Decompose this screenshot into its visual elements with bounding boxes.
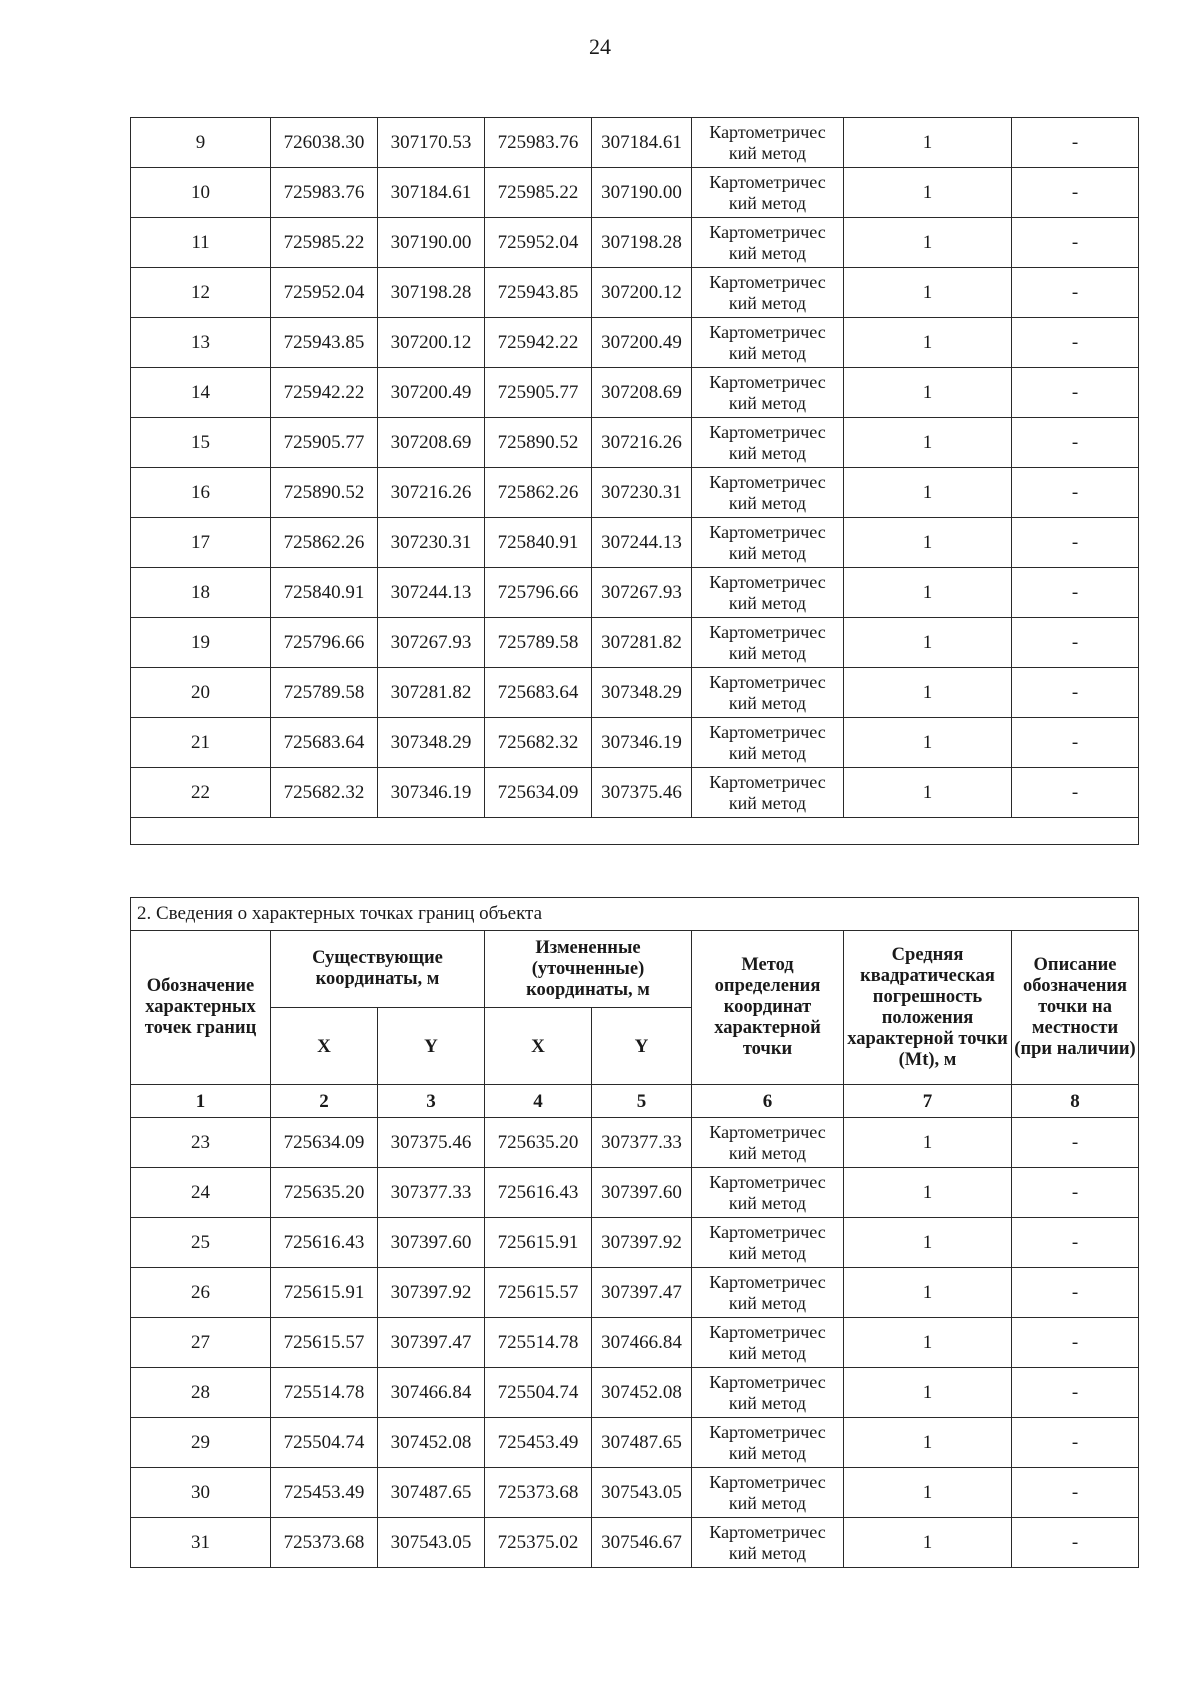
- existing-y-cell: 307452.08: [378, 1418, 485, 1468]
- method-text-line2: кий метод: [728, 1192, 807, 1213]
- empty-row: [131, 818, 1139, 845]
- point-designation-cell: 27: [131, 1318, 271, 1368]
- method-cell: [692, 1218, 844, 1268]
- header-existing-x: X: [271, 1008, 378, 1085]
- method-text-line2: кий метод: [728, 1492, 807, 1513]
- table-row: [131, 118, 1139, 168]
- column-number: 2: [271, 1085, 378, 1118]
- method-text-line1: Картометричес: [709, 1321, 826, 1342]
- changed-y-cell: 307216.26: [592, 418, 692, 468]
- existing-y-cell: 307397.92: [378, 1268, 485, 1318]
- method-text-line2: кий метод: [728, 192, 807, 213]
- method-text-line2: кий метод: [728, 492, 807, 513]
- method-text-line2: кий метод: [728, 292, 807, 313]
- column-number: 5: [592, 1085, 692, 1118]
- changed-x-cell: 725616.43: [485, 1168, 592, 1218]
- method-cell: [692, 1118, 844, 1168]
- existing-x-cell: 725796.66: [271, 618, 378, 668]
- existing-x-cell: 725683.64: [271, 718, 378, 768]
- bottom-table-body: [131, 1118, 1139, 1568]
- mt-cell: 1: [844, 1268, 1012, 1318]
- method-text-line1: Картометричес: [709, 371, 826, 392]
- changed-y-cell: 307397.92: [592, 1218, 692, 1268]
- mt-cell: 1: [844, 1168, 1012, 1218]
- point-designation-cell: 19: [131, 618, 271, 668]
- changed-y-cell: 307452.08: [592, 1368, 692, 1418]
- existing-x-cell: 725615.91: [271, 1268, 378, 1318]
- changed-y-cell: 307375.46: [592, 768, 692, 818]
- changed-x-cell: 725683.64: [485, 668, 592, 718]
- existing-x-cell: 725985.22: [271, 218, 378, 268]
- changed-x-cell: 725615.91: [485, 1218, 592, 1268]
- point-designation-cell: 14: [131, 368, 271, 418]
- existing-y-cell: 307348.29: [378, 718, 485, 768]
- method-cell: [692, 168, 844, 218]
- existing-y-cell: 307543.05: [378, 1518, 485, 1568]
- changed-x-cell: 725453.49: [485, 1418, 592, 1468]
- method-text-line2: кий метод: [728, 142, 807, 163]
- existing-y-cell: 307190.00: [378, 218, 485, 268]
- method-text-line2: кий метод: [728, 692, 807, 713]
- method-text-line2: кий метод: [728, 442, 807, 463]
- existing-x-cell: 725514.78: [271, 1368, 378, 1418]
- description-cell: -: [1012, 1418, 1139, 1468]
- point-designation-cell: 20: [131, 668, 271, 718]
- mt-cell: 1: [844, 1218, 1012, 1268]
- mt-cell: 1: [844, 1318, 1012, 1368]
- changed-y-cell: 307487.65: [592, 1418, 692, 1468]
- method-cell: [692, 668, 844, 718]
- existing-y-cell: 307397.47: [378, 1318, 485, 1368]
- existing-y-cell: 307281.82: [378, 668, 485, 718]
- table-row: [131, 1318, 1139, 1368]
- method-text-line2: кий метод: [728, 342, 807, 363]
- changed-x-cell: 725890.52: [485, 418, 592, 468]
- changed-x-cell: 725634.09: [485, 768, 592, 818]
- method-cell: [692, 468, 844, 518]
- existing-y-cell: 307200.12: [378, 318, 485, 368]
- existing-x-cell: 725682.32: [271, 768, 378, 818]
- description-cell: -: [1012, 668, 1139, 718]
- changed-x-cell: 725905.77: [485, 368, 592, 418]
- existing-y-cell: 307267.93: [378, 618, 485, 668]
- method-cell: [692, 768, 844, 818]
- method-text-line1: Картометричес: [709, 671, 826, 692]
- method-cell: [692, 268, 844, 318]
- method-cell: [692, 1268, 844, 1318]
- existing-x-cell: 725862.26: [271, 518, 378, 568]
- mt-cell: 1: [844, 268, 1012, 318]
- boundary-points-table: [130, 897, 1139, 1568]
- mt-cell: 1: [844, 568, 1012, 618]
- changed-x-cell: 725952.04: [485, 218, 592, 268]
- description-cell: -: [1012, 1268, 1139, 1318]
- changed-y-cell: 307184.61: [592, 118, 692, 168]
- description-cell: -: [1012, 718, 1139, 768]
- header-description: Описание обозначения точки на местности (при наличии): [1012, 931, 1139, 1085]
- table-row: [131, 1368, 1139, 1418]
- description-cell: -: [1012, 768, 1139, 818]
- method-text-line1: Картометричес: [709, 1421, 826, 1442]
- empty-cell: [131, 818, 1139, 845]
- method-text-line2: кий метод: [728, 792, 807, 813]
- mt-cell: 1: [844, 718, 1012, 768]
- description-cell: -: [1012, 1368, 1139, 1418]
- table-row: [131, 218, 1139, 268]
- table-row: [131, 268, 1139, 318]
- changed-y-cell: 307230.31: [592, 468, 692, 518]
- existing-x-cell: 725983.76: [271, 168, 378, 218]
- changed-y-cell: 307200.49: [592, 318, 692, 368]
- existing-x-cell: 725453.49: [271, 1468, 378, 1518]
- description-cell: -: [1012, 618, 1139, 668]
- changed-x-cell: 725373.68: [485, 1468, 592, 1518]
- method-text-line1: Картометричес: [709, 121, 826, 142]
- method-cell: [692, 1418, 844, 1468]
- existing-y-cell: 307198.28: [378, 268, 485, 318]
- column-number: 6: [692, 1085, 844, 1118]
- header-designation: Обозначение характерных точек границ: [131, 931, 271, 1085]
- changed-x-cell: 725942.22: [485, 318, 592, 368]
- existing-y-cell: 307377.33: [378, 1168, 485, 1218]
- existing-y-cell: 307170.53: [378, 118, 485, 168]
- method-text-line1: Картометричес: [709, 421, 826, 442]
- method-text-line2: кий метод: [728, 742, 807, 763]
- changed-x-cell: 725943.85: [485, 268, 592, 318]
- changed-x-cell: 725615.57: [485, 1268, 592, 1318]
- point-designation-cell: 13: [131, 318, 271, 368]
- method-text-line1: Картометричес: [709, 221, 826, 242]
- method-text-line2: кий метод: [728, 1442, 807, 1463]
- table-row: [131, 1468, 1139, 1518]
- existing-x-cell: 725943.85: [271, 318, 378, 368]
- header-existing-coordinates: Существующие координаты, м: [271, 931, 485, 1008]
- point-designation-cell: 23: [131, 1118, 271, 1168]
- mt-cell: 1: [844, 518, 1012, 568]
- mt-cell: 1: [844, 368, 1012, 418]
- method-text-line1: Картометричес: [709, 771, 826, 792]
- point-designation-cell: 17: [131, 518, 271, 568]
- point-designation-cell: 21: [131, 718, 271, 768]
- existing-x-cell: 725635.20: [271, 1168, 378, 1218]
- changed-x-cell: 725635.20: [485, 1118, 592, 1168]
- table-row: [131, 368, 1139, 418]
- table-row: [131, 318, 1139, 368]
- changed-y-cell: 307190.00: [592, 168, 692, 218]
- method-cell: [692, 1518, 844, 1568]
- page-number: 24: [589, 34, 611, 59]
- method-text-line2: кий метод: [728, 1142, 807, 1163]
- mt-cell: 1: [844, 1118, 1012, 1168]
- description-cell: -: [1012, 268, 1139, 318]
- method-cell: [692, 1368, 844, 1418]
- existing-y-cell: 307397.60: [378, 1218, 485, 1268]
- existing-x-cell: 725789.58: [271, 668, 378, 718]
- description-cell: -: [1012, 1218, 1139, 1268]
- changed-y-cell: 307466.84: [592, 1318, 692, 1368]
- mt-cell: 1: [844, 168, 1012, 218]
- mt-cell: 1: [844, 618, 1012, 668]
- mt-cell: 1: [844, 668, 1012, 718]
- changed-y-cell: 307267.93: [592, 568, 692, 618]
- method-text-line1: Картометричес: [709, 1471, 826, 1492]
- table-row: [131, 1418, 1139, 1468]
- point-designation-cell: 30: [131, 1468, 271, 1518]
- method-text-line1: Картометричес: [709, 471, 826, 492]
- method-cell: [692, 368, 844, 418]
- description-cell: -: [1012, 468, 1139, 518]
- column-numbers-row: [131, 1085, 1139, 1118]
- method-text-line1: Картометричес: [709, 621, 826, 642]
- existing-y-cell: 307375.46: [378, 1118, 485, 1168]
- changed-x-cell: 725796.66: [485, 568, 592, 618]
- table-row: [131, 618, 1139, 668]
- header-changed-coordinates: Измененные (уточненные) координаты, м: [485, 931, 692, 1008]
- mt-cell: 1: [844, 1368, 1012, 1418]
- changed-y-cell: 307208.69: [592, 368, 692, 418]
- header-method: Метод определения координат характерной точки: [692, 931, 844, 1085]
- method-cell: [692, 568, 844, 618]
- point-designation-cell: 24: [131, 1168, 271, 1218]
- header-changed-y: Y: [592, 1008, 692, 1085]
- method-cell: [692, 1318, 844, 1368]
- point-designation-cell: 18: [131, 568, 271, 618]
- method-cell: [692, 1468, 844, 1518]
- section-title: 2. Сведения о характерных точках границ объекта: [131, 898, 1139, 931]
- changed-x-cell: 725840.91: [485, 518, 592, 568]
- description-cell: -: [1012, 318, 1139, 368]
- description-cell: -: [1012, 368, 1139, 418]
- description-cell: -: [1012, 1468, 1139, 1518]
- description-cell: -: [1012, 168, 1139, 218]
- point-designation-cell: 11: [131, 218, 271, 268]
- boundary-points-table-continued: [130, 117, 1139, 845]
- table-row: [131, 518, 1139, 568]
- method-text-line2: кий метод: [728, 1342, 807, 1363]
- description-cell: -: [1012, 1168, 1139, 1218]
- changed-y-cell: 307397.47: [592, 1268, 692, 1318]
- point-designation-cell: 9: [131, 118, 271, 168]
- mt-cell: 1: [844, 468, 1012, 518]
- method-text-line1: Картометричес: [709, 1171, 826, 1192]
- changed-x-cell: 725862.26: [485, 468, 592, 518]
- existing-x-cell: 726038.30: [271, 118, 378, 168]
- method-text-line2: кий метод: [728, 1292, 807, 1313]
- changed-y-cell: 307397.60: [592, 1168, 692, 1218]
- method-cell: [692, 418, 844, 468]
- changed-x-cell: 725375.02: [485, 1518, 592, 1568]
- column-number: 7: [844, 1085, 1012, 1118]
- mt-cell: 1: [844, 118, 1012, 168]
- method-text-line2: кий метод: [728, 592, 807, 613]
- method-cell: [692, 718, 844, 768]
- table-row: [131, 718, 1139, 768]
- description-cell: -: [1012, 1518, 1139, 1568]
- table-row: [131, 568, 1139, 618]
- method-text-line2: кий метод: [728, 392, 807, 413]
- existing-x-cell: 725952.04: [271, 268, 378, 318]
- method-text-line1: Картометричес: [709, 1221, 826, 1242]
- method-text-line1: Картометричес: [709, 721, 826, 742]
- changed-x-cell: 725504.74: [485, 1368, 592, 1418]
- description-cell: -: [1012, 518, 1139, 568]
- existing-y-cell: 307184.61: [378, 168, 485, 218]
- point-designation-cell: 26: [131, 1268, 271, 1318]
- changed-y-cell: 307200.12: [592, 268, 692, 318]
- changed-y-cell: 307198.28: [592, 218, 692, 268]
- column-number: 8: [1012, 1085, 1139, 1118]
- method-text-line2: кий метод: [728, 1392, 807, 1413]
- method-text-line1: Картометричес: [709, 1521, 826, 1542]
- description-cell: -: [1012, 1318, 1139, 1368]
- method-text-line1: Картометричес: [709, 321, 826, 342]
- table-row: [131, 1268, 1139, 1318]
- point-designation-cell: 10: [131, 168, 271, 218]
- existing-x-cell: 725890.52: [271, 468, 378, 518]
- mt-cell: 1: [844, 318, 1012, 368]
- changed-y-cell: 307244.13: [592, 518, 692, 568]
- method-text-line1: Картометричес: [709, 1371, 826, 1392]
- existing-x-cell: 725616.43: [271, 1218, 378, 1268]
- changed-y-cell: 307377.33: [592, 1118, 692, 1168]
- column-number: 1: [131, 1085, 271, 1118]
- method-cell: [692, 218, 844, 268]
- header-mt: Средняя квадратическая погрешность положения характерной точки (Mt), м: [844, 931, 1012, 1085]
- table-row: [131, 418, 1139, 468]
- point-designation-cell: 31: [131, 1518, 271, 1568]
- table-row: [131, 1168, 1139, 1218]
- changed-x-cell: 725983.76: [485, 118, 592, 168]
- existing-y-cell: 307208.69: [378, 418, 485, 468]
- point-designation-cell: 29: [131, 1418, 271, 1468]
- table-row: [131, 668, 1139, 718]
- changed-y-cell: 307346.19: [592, 718, 692, 768]
- method-text-line1: Картометричес: [709, 1271, 826, 1292]
- mt-cell: 1: [844, 418, 1012, 468]
- description-cell: -: [1012, 418, 1139, 468]
- point-designation-cell: 15: [131, 418, 271, 468]
- table-row: [131, 468, 1139, 518]
- existing-x-cell: 725905.77: [271, 418, 378, 468]
- table-row: [131, 1118, 1139, 1168]
- mt-cell: 1: [844, 1418, 1012, 1468]
- table-row: [131, 168, 1139, 218]
- point-designation-cell: 12: [131, 268, 271, 318]
- column-number: 4: [485, 1085, 592, 1118]
- table-row: [131, 1218, 1139, 1268]
- existing-x-cell: 725634.09: [271, 1118, 378, 1168]
- existing-x-cell: 725942.22: [271, 368, 378, 418]
- header-changed-x: X: [485, 1008, 592, 1085]
- column-number: 3: [378, 1085, 485, 1118]
- table-row: [131, 1518, 1139, 1568]
- method-text-line2: кий метод: [728, 242, 807, 263]
- method-text-line2: кий метод: [728, 542, 807, 563]
- existing-y-cell: 307466.84: [378, 1368, 485, 1418]
- description-cell: -: [1012, 1118, 1139, 1168]
- existing-y-cell: 307200.49: [378, 368, 485, 418]
- existing-x-cell: 725373.68: [271, 1518, 378, 1568]
- changed-x-cell: 725789.58: [485, 618, 592, 668]
- mt-cell: 1: [844, 768, 1012, 818]
- point-designation-cell: 22: [131, 768, 271, 818]
- changed-y-cell: 307348.29: [592, 668, 692, 718]
- mt-cell: 1: [844, 218, 1012, 268]
- point-designation-cell: 28: [131, 1368, 271, 1418]
- description-cell: -: [1012, 118, 1139, 168]
- changed-y-cell: 307546.67: [592, 1518, 692, 1568]
- changed-y-cell: 307543.05: [592, 1468, 692, 1518]
- top-table-body: [131, 118, 1139, 818]
- method-text-line2: кий метод: [728, 1542, 807, 1563]
- point-designation-cell: 16: [131, 468, 271, 518]
- description-cell: -: [1012, 218, 1139, 268]
- method-cell: [692, 618, 844, 668]
- method-text-line1: Картометричес: [709, 271, 826, 292]
- method-text-line2: кий метод: [728, 642, 807, 663]
- method-text-line1: Картометричес: [709, 171, 826, 192]
- method-text-line1: Картометричес: [709, 1121, 826, 1142]
- method-text-line1: Картометричес: [709, 521, 826, 542]
- mt-cell: 1: [844, 1518, 1012, 1568]
- mt-cell: 1: [844, 1468, 1012, 1518]
- method-text-line1: Картометричес: [709, 571, 826, 592]
- method-text-line2: кий метод: [728, 1242, 807, 1263]
- changed-x-cell: 725682.32: [485, 718, 592, 768]
- table-row: [131, 768, 1139, 818]
- method-cell: [692, 118, 844, 168]
- existing-y-cell: 307230.31: [378, 518, 485, 568]
- changed-y-cell: 307281.82: [592, 618, 692, 668]
- changed-x-cell: 725514.78: [485, 1318, 592, 1368]
- existing-y-cell: 307487.65: [378, 1468, 485, 1518]
- method-cell: [692, 318, 844, 368]
- existing-x-cell: 725615.57: [271, 1318, 378, 1368]
- existing-y-cell: 307216.26: [378, 468, 485, 518]
- changed-x-cell: 725985.22: [485, 168, 592, 218]
- method-cell: [692, 518, 844, 568]
- existing-x-cell: 725840.91: [271, 568, 378, 618]
- point-designation-cell: 25: [131, 1218, 271, 1268]
- existing-y-cell: 307346.19: [378, 768, 485, 818]
- existing-x-cell: 725504.74: [271, 1418, 378, 1468]
- method-cell: [692, 1168, 844, 1218]
- description-cell: -: [1012, 568, 1139, 618]
- header-existing-y: Y: [378, 1008, 485, 1085]
- existing-y-cell: 307244.13: [378, 568, 485, 618]
